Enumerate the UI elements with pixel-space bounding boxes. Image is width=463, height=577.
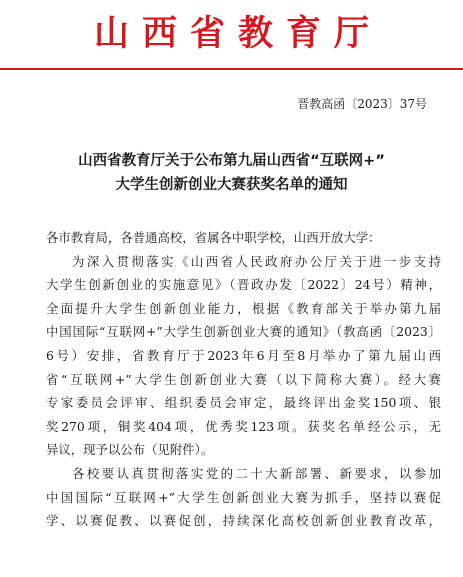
document-body: [46, 226, 441, 533]
document-title-line: 山西省教育厅关于公布第九届山西省“互联网+”: [78, 153, 385, 169]
document-number: 晋教高函〔2023〕37号: [297, 97, 427, 111]
paragraph-1-line: 专家委员会评审、组织委员会审定，最终评出金奖150项、银: [46, 395, 441, 411]
paragraph-1-line: 异议，现予以公布（见附件）。: [46, 442, 214, 458]
paragraph-1-line: 为深入贯彻落实《山西省人民政府办公厅关于进一步支持: [72, 253, 441, 269]
paragraph-2-line: 各校要认真贯彻落实党的二十大新部署、新要求，以参加: [72, 465, 441, 481]
paragraph-2-line: 中国国际“互联网+”大学生创新创业大赛为抓手，坚持以赛促: [46, 489, 441, 505]
paragraph-1-line: 奖270项，铜奖404项，优秀奖123项。获奖名单经公示，无: [46, 418, 441, 434]
header-divider: [0, 68, 463, 70]
paragraph-1-line: 省“互联网+”大学生创新创业大赛（以下简称大赛）。经大赛: [46, 371, 441, 387]
paragraph-2-line: 学、以赛促教、以赛促创，持续深化高校创新创业教育改革，: [46, 513, 441, 529]
document-title-line: 大学生创新创业大赛获奖名单的通知: [115, 177, 348, 193]
paragraph-1-line: 6号）安排，省教育厅于2023年6月至8月举办了第九届山西: [46, 347, 441, 363]
paragraph-1-line: 大学生创新创业的实施意见》（晋政办发〔2022〕24号）精神，: [46, 277, 441, 293]
org-header-title: 山西省教育厅: [93, 13, 382, 54]
salutation: 各市教育局，各普通高校，省属各中职学校，山西开放大学：: [46, 230, 381, 245]
paragraph-1-line: 全面提升大学生创新创业能力，根据《教育部关于举办第九届: [46, 300, 441, 316]
document-title: [0, 149, 463, 197]
paragraph-1-line: 中国国际“互联网+”大学生创新创业大赛的通知》（教高函〔2023〕: [46, 324, 441, 340]
